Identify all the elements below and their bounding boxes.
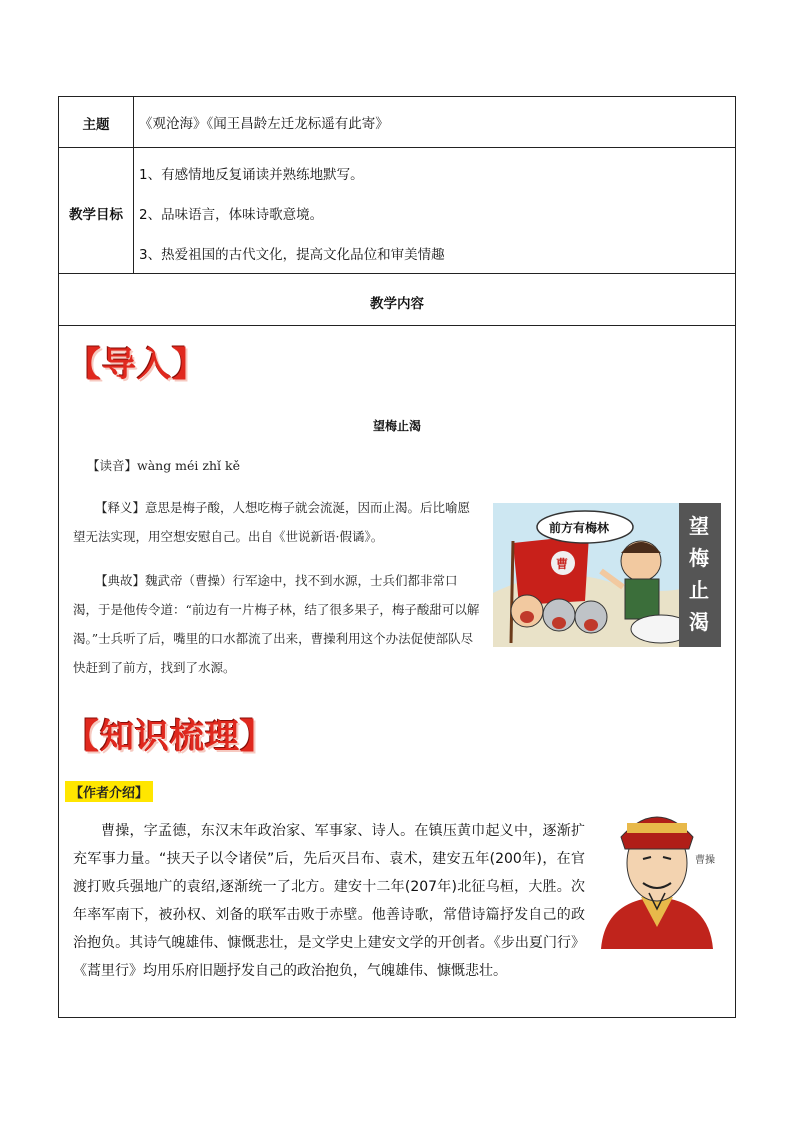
goal-item-2: 2、品味语言，体味诗歌意境。 (139, 207, 324, 223)
author-biography: 曹操，字孟德，东汉末年政治家、军事家、诗人。在镇压黄巾起义中，逐渐扩充军事力量。“挟天子以令诸侯”后，先后灭吕布、袁术，建安五年(200年)，在官渡打败兵强地广的袁绍,逐渐统一了北方。建安十二年(207年)北征乌桓，大胜。次年率军南下，被孙权、刘备的联军击败于赤壁。他善诗歌，常借诗篇抒发自己的政治抱负。其诗气魄雄伟、慷慨悲壮，是文学史上建安文学的开创者。《步出夏门行》《蒿里行》均用乐府旧题抒发自己的政治抱负，气魄雄伟、慷慨悲壮。 (73, 823, 585, 979)
goal-item-1: 1、有感情地反复诵读并熟练地默写。 (139, 167, 364, 183)
allusion-paragraph: 【典故】魏武帝（曹操）行军途中，找不到水源，士兵们都非常口渴，于是他传令道：“前边有一片梅子林，结了很多果子，梅子酸甜可以解渴。”士兵听了后，嘴里的口水都流了出来，曹操利用这个办法促使部队尽快赶到了前方，找到了水源。 (73, 573, 480, 675)
reading-line: 【读音】wàng méi zhǐ kě (87, 458, 240, 473)
flag-char: 曹 (556, 557, 569, 571)
row-divider (59, 147, 735, 148)
cartoon-illustration (493, 503, 721, 647)
meaning-paragraph: 【释义】意思是梅子酸，人想吃梅子就会流涎，因而止渴。后比喻愿望无法实现，用空想安慰自己。出自《世说新语·假谲》。 (73, 500, 471, 544)
story-title: 望梅止渴 (372, 419, 421, 433)
portrait-drawing (591, 797, 723, 949)
side-title-char-1: 望 (689, 514, 709, 538)
goal-item-3: 3、热爱祖国的古代文化，提高文化品位和审美情趣 (139, 247, 445, 263)
side-title-char-2: 梅 (689, 546, 709, 570)
author-intro-tag: 【作者介绍】 (65, 781, 153, 802)
side-title-char-4: 渴 (689, 610, 709, 634)
theme-label: 主题 (82, 117, 110, 133)
knowledge-banner: 【知识梳理】 (65, 717, 275, 757)
side-title-char-3: 止 (689, 578, 709, 602)
portrait-label-1: 曹操 (695, 855, 715, 866)
row-divider (59, 273, 735, 274)
intro-banner: 【导入】 (67, 345, 207, 385)
row-divider (59, 325, 735, 326)
speech-bubble-text: 前方有梅林 (549, 521, 610, 535)
lesson-table (58, 96, 736, 1018)
column-divider (133, 97, 134, 273)
content-header: 教学内容 (370, 296, 424, 312)
goals-label: 教学目标 (69, 207, 123, 223)
story-illustration (493, 503, 721, 647)
theme-value: 《观沧海》《闻王昌龄左迁龙标遥有此寄》 (139, 116, 389, 132)
caocao-portrait (591, 797, 723, 949)
